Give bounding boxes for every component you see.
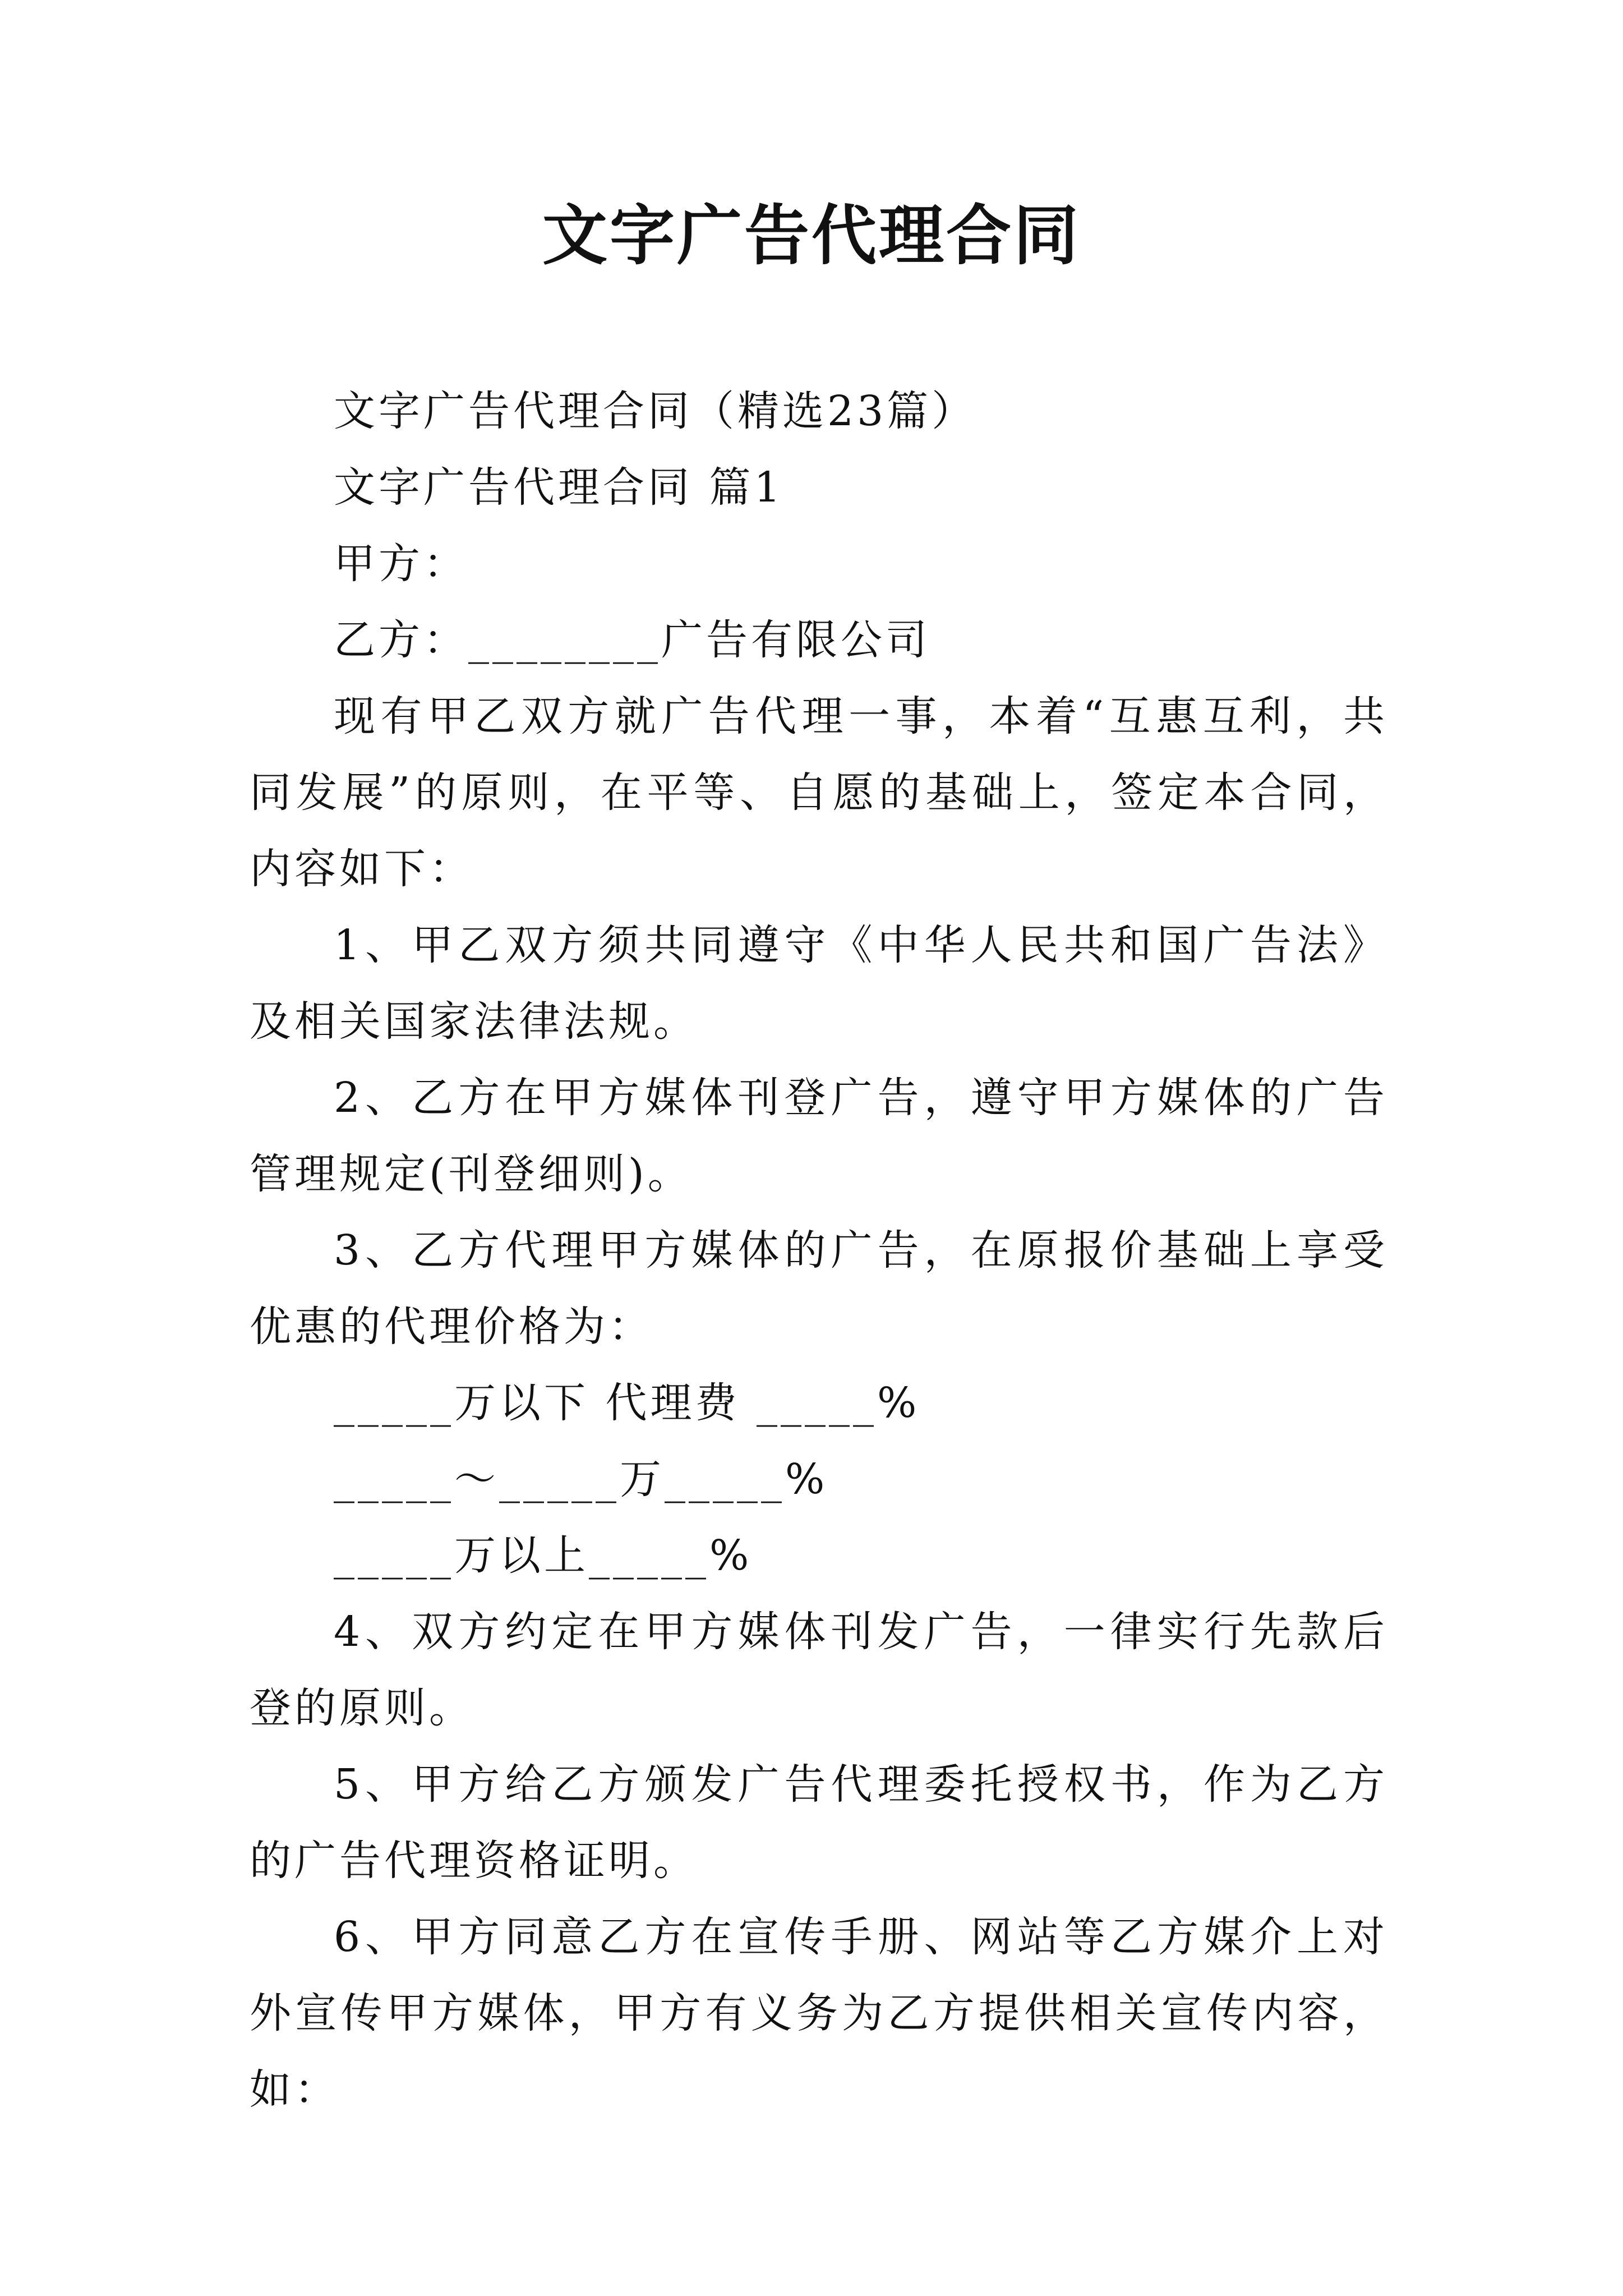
- paragraph-clause-5: 5、甲方给乙方颁发广告代理委托授权书，作为乙方的广告代理资格证明。: [250, 1760, 1388, 1885]
- paragraph-clause-6: 6、甲方同意乙方在宣传手册、网站等乙方媒介上对外宣传甲方媒体，甲方有义务为乙方提供相关宣传内容，如：: [250, 1913, 1388, 2114]
- paragraph-rate-line-1: _____万以下 代理费 _____%: [334, 1379, 920, 1427]
- paragraph-clause-3: 3、乙方代理甲方媒体的广告，在原报价基础上享受优惠的代理价格为：: [250, 1226, 1388, 1351]
- document-body: [250, 373, 1388, 2128]
- paragraph-section-heading: 文字广告代理合同 篇1: [334, 463, 784, 512]
- paragraph-subtitle: 文字广告代理合同（精选23篇）: [334, 387, 977, 435]
- paragraph-clause-2: 2、乙方在甲方媒体刊登广告，遵守甲方媒体的广告管理规定(刊登细则)。: [250, 1074, 1388, 1198]
- document-title: 文字广告代理合同: [542, 197, 1081, 274]
- paragraph-party-a: 甲方：: [334, 540, 468, 588]
- paragraph-rate-line-2: _____～_____万_____%: [334, 1455, 828, 1503]
- paragraph-clause-4: 4、双方约定在甲方媒体刊发广告，一律实行先款后登的原则。: [250, 1608, 1388, 1732]
- paragraph-rate-line-3: _____万以上_____%: [334, 1531, 753, 1580]
- paragraph-preamble: 现有甲乙双方就广告代理一事，本着“互惠互利，共同发展”的原则，在平等、自愿的基础上，签定本合同，内容如下：: [250, 692, 1388, 893]
- paragraph-party-b: 乙方：________广告有限公司: [334, 616, 930, 664]
- paragraph-clause-1: 1、甲乙双方须共同遵守《中华人民共和国广告法》及相关国家法律法规。: [250, 921, 1388, 1046]
